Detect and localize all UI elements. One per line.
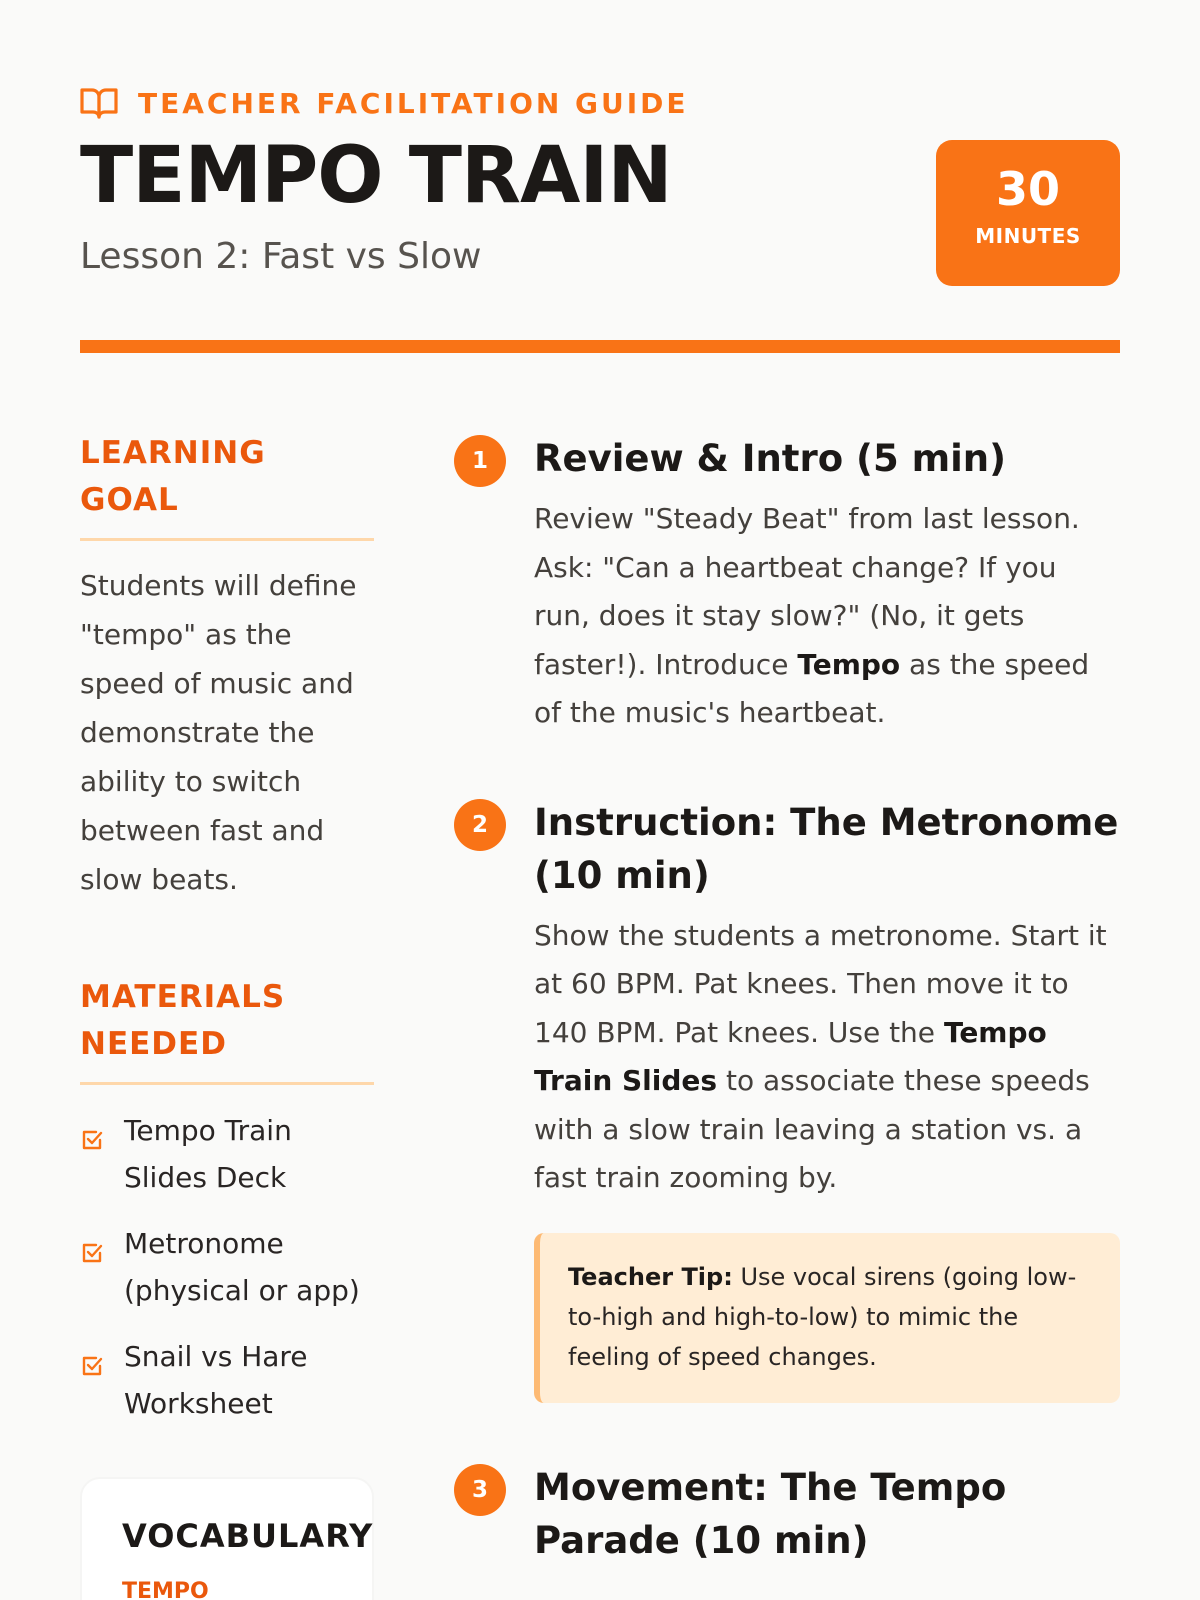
- list-item: [80, 1333, 374, 1427]
- learning-goal-heading: LEARNING GOAL: [80, 430, 374, 541]
- step-body: [534, 495, 1120, 738]
- tip-label: Teacher Tip:: [568, 1262, 733, 1291]
- material-label: Metronome (physical or app): [124, 1227, 360, 1307]
- step-title: Movement: The Tempo Parade (10 min): [534, 1465, 1007, 1562]
- guide-kicker: [80, 86, 689, 120]
- header-divider: [80, 340, 1120, 353]
- vocabulary-card: [80, 1477, 374, 1600]
- checkbox-icon: [80, 1107, 106, 1201]
- step-body-emphasis: Tempo Train Slides: [534, 1015, 1047, 1097]
- lesson-subtitle: Lesson 2: Fast vs Slow: [80, 236, 482, 277]
- teacher-tip-callout: [534, 1233, 1120, 1403]
- vocabulary-term: TEMPO: [122, 1579, 209, 1600]
- step-number-badge: 2: [454, 799, 506, 851]
- page-title: TEMPO TRAIN: [80, 131, 672, 221]
- step-instruction-metronome: [454, 796, 1120, 1403]
- duration-badge: [936, 140, 1120, 286]
- learning-goal-section: [80, 430, 374, 904]
- vocabulary-heading: VOCABULARY: [122, 1517, 374, 1555]
- step-review-intro: [454, 432, 1120, 738]
- checkbox-icon: [80, 1220, 106, 1314]
- list-item: [80, 1107, 374, 1201]
- open-book-icon: [80, 86, 118, 120]
- checkbox-icon: [80, 1333, 106, 1427]
- materials-list: [80, 1107, 374, 1427]
- step-body-text: Show the students a metronome. Start it at 60 BPM. Pat knees. Then move it to 140 BPM. Pat knees. Use the: [534, 918, 1107, 1049]
- material-label: Snail vs Hare Worksheet: [124, 1340, 308, 1420]
- step-tempo-parade: [454, 1461, 1120, 1567]
- step-number-badge: 1: [454, 435, 506, 487]
- duration-unit: MINUTES: [975, 224, 1081, 248]
- step-body-text: as the speed of the music's heartbeat.: [534, 647, 1090, 729]
- step-title: Instruction: The Metronome (10 min): [534, 800, 1119, 897]
- step-body: [534, 912, 1120, 1203]
- list-item: [80, 1220, 374, 1314]
- tip-text: Use vocal sirens (going low-to-high and high-to-low) to mimic the feeling of speed changes.: [568, 1262, 1077, 1371]
- step-body-text: to associate these speeds with a slow train leaving a station vs. a fast train zooming by.: [534, 1064, 1090, 1194]
- step-body-emphasis: Tempo: [797, 647, 901, 681]
- kicker-text: TEACHER FACILITATION GUIDE: [138, 86, 689, 120]
- learning-goal-text: Students will define "tempo" as the speed of music and demonstrate the ability to switch between fast and slow beats.: [80, 569, 357, 896]
- materials-heading: MATERIALS NEEDED: [80, 974, 374, 1085]
- step-number-badge: 3: [454, 1464, 506, 1516]
- sidebar: [80, 430, 374, 1600]
- step-title: Review & Intro (5 min): [534, 437, 1007, 480]
- lesson-steps: [454, 432, 1120, 1600]
- material-label: Tempo Train Slides Deck: [124, 1114, 292, 1194]
- duration-value: 30: [995, 162, 1060, 216]
- step-body-text: Review "Steady Beat" from last lesson. Ask: "Can a heartbeat change? If you run, does it stay slow?" (No, it gets faster!). Introduce: [534, 502, 1080, 681]
- materials-section: [80, 974, 374, 1427]
